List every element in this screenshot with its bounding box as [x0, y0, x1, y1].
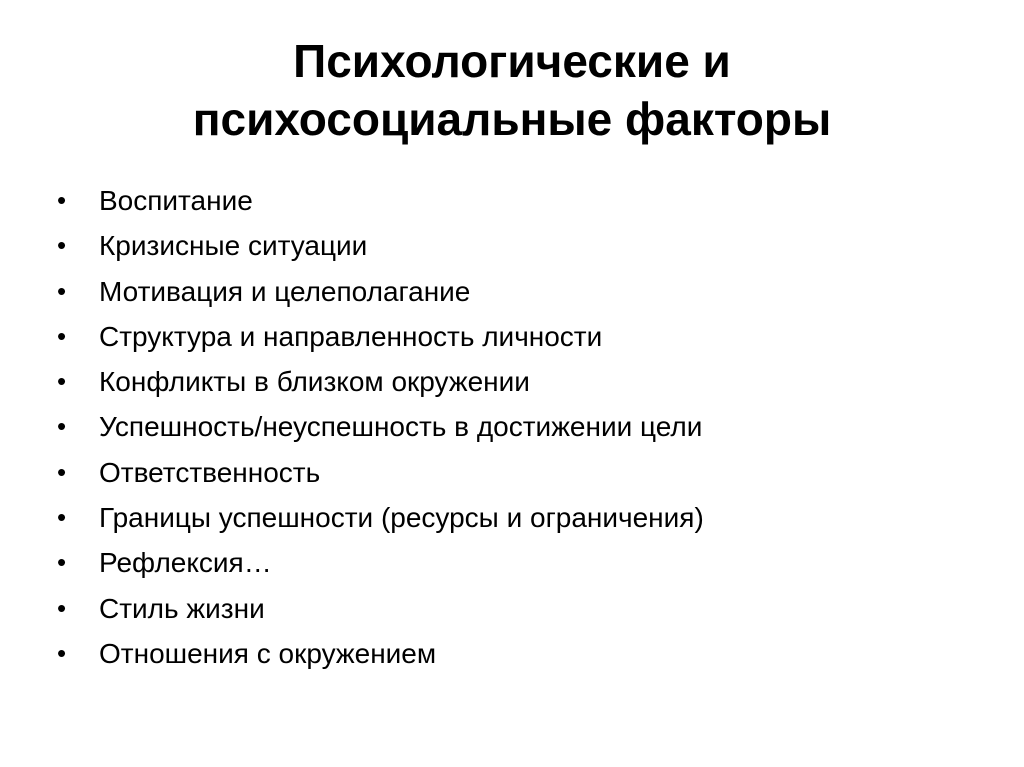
bullet-dot-icon: •	[57, 185, 67, 215]
bullet-dot-icon: •	[57, 456, 67, 487]
bullet-dot-icon: •	[57, 592, 67, 623]
slide-title-line-1: Психологические и	[293, 35, 731, 87]
bullet-dot-icon: •	[57, 366, 67, 397]
bullet-text: Успешность/неуспешность в достижении цели	[99, 411, 703, 443]
bullet-text: Отношения с окружением	[99, 637, 437, 669]
bullet-text: Конфликты в близком окружении	[99, 366, 530, 398]
bullet-dot-icon: •	[57, 502, 67, 533]
bullet-dot-icon: •	[57, 411, 67, 442]
bullet-dot-icon: •	[57, 637, 67, 668]
bullet-text: Кризисные ситуации	[99, 230, 368, 262]
bullet-dot-icon: •	[57, 275, 67, 306]
bullet-dot-icon: •	[57, 230, 67, 261]
bullet-dot-icon: •	[57, 547, 67, 578]
bullet-dot-icon: •	[57, 320, 67, 351]
bullet-text: Мотивация и целеполагание	[99, 275, 471, 307]
bullet-text: Структура и направленность личности	[99, 320, 603, 352]
bullet-text: Рефлексия…	[99, 547, 272, 579]
slide-title-line-2: психосоциальные факторы	[192, 93, 832, 145]
bullet-text: Воспитание	[99, 185, 253, 216]
slide-title	[0, 32, 1024, 148]
bullet-text: Ответственность	[99, 456, 321, 488]
bullet-text: Стиль жизни	[99, 592, 265, 624]
bullet-text: Границы успешности (ресурсы и ограничения)	[99, 502, 704, 534]
